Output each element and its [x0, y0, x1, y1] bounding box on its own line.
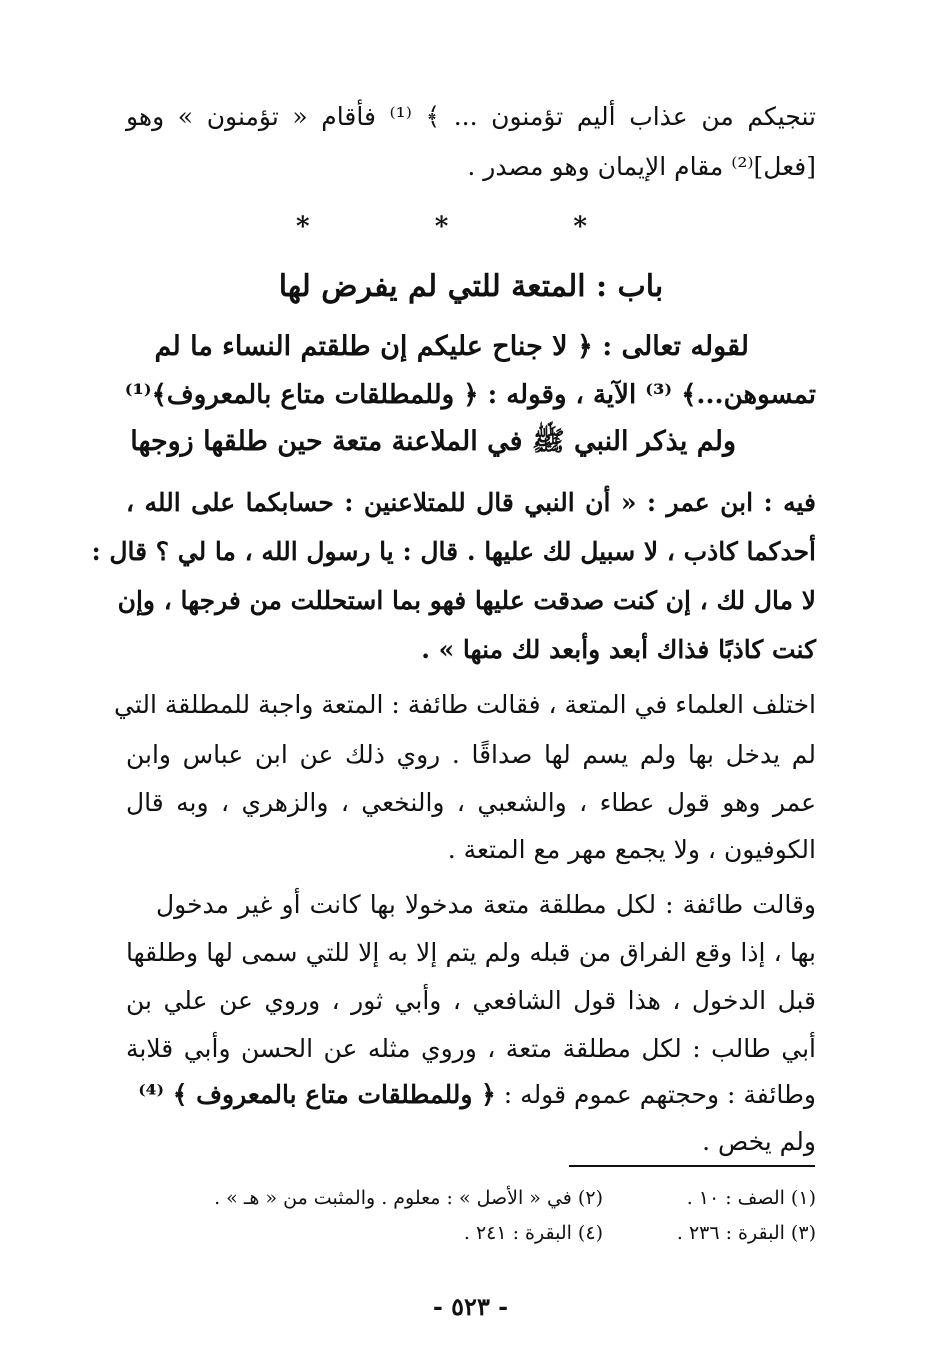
- para2-line-6: ولم يخص .: [702, 1127, 816, 1156]
- hadith-line-1: فيه : ابن عمر : « أن النبي قال للمتلاعنين : حسابكما على الله ،: [126, 488, 816, 517]
- footnote-divider: [569, 1165, 815, 1167]
- para1-line-4: الكوفيون ، ولا يجمع مهر مع المتعة .: [447, 835, 816, 864]
- para1-line-2: لم يدخل بها ولم يسم لها صداقًا . روي ذلك عن ابن عباس وابن: [126, 740, 816, 769]
- hadith-line-2: أحدكما كاذب ، لا سبيل لك عليها . قال : يا رسول الله ، ما لي ؟ قال :: [91, 537, 816, 566]
- para1-line-1: اختلف العلماء في المتعة ، فقالت طائفة : المتعة واجبة للمطلقة التي: [113, 690, 816, 719]
- hadith-line-3: لا مال لك ، إن كنت صدقت عليها فهو بما استحللت من فرجها ، وإن: [117, 586, 816, 615]
- para2-line-3: قبل الدخول ، هذا قول الشافعي ، وأبي ثور ، وروي عن علي بن: [126, 986, 816, 1015]
- chapter-title: باب : المتعة للتي لم يفرض لها: [278, 269, 664, 304]
- hadith-line-4: كنت كاذبًا فذاك أبعد وأبعد لك منها » .: [421, 635, 816, 664]
- chapter-heading-line-2: تمسوهن...﴾ ⁽³⁾ الآية ، وقوله : ﴿ وللمطلقات متاع بالمعروف﴾⁽¹⁾: [124, 380, 816, 410]
- intro-line-1: تنجيكم من عذاب أليم تؤمنون ... ﴾ ⁽¹⁾ فأقام « تؤمنون » وهو: [126, 102, 816, 131]
- footnote-3: (٣) البقرة : ٢٣٦ .: [676, 1222, 816, 1244]
- para2-line-1: وقالت طائفة : لكل مطلقة متعة مدخولا بها كانت أو غير مدخول: [156, 890, 816, 919]
- intro-line-2: [فعل]⁽²⁾ مقام الإيمان وهو مصدر .: [467, 152, 816, 181]
- para1-line-3: عمر وهو قول عطاء ، والشعبي ، والنخعي ، والزهري ، وبه قال: [126, 788, 816, 817]
- section-separator: * * *: [296, 212, 645, 242]
- footnote-4: (٤) البقرة : ٢٤١ .: [463, 1222, 603, 1244]
- chapter-heading-line-3: ولم يذكر النبي ﷺ في الملاعنة متعة حين طلقها زوجها: [130, 426, 736, 457]
- para2-line-4: أبي طالب : لكل مطلقة متعة ، وروي مثله عن الحسن وأبي قلابة: [126, 1034, 816, 1063]
- para2-line-5: [126, 1078, 816, 1112]
- para2-line-5-text: وطائفة : وحجتهم عموم قوله :: [495, 1080, 816, 1109]
- footnote-1: (١) الصف : ١٠ .: [686, 1187, 816, 1209]
- para2-line-2: بها ، إذا وقع الفراق من قبله ولم يتم إلا به إلا للتي سمى لها وطلقها: [126, 938, 816, 967]
- footnote-2: (٢) في « الأصل » : معلوم . والمثبت من « هـ » .: [214, 1187, 603, 1209]
- quran-quote: ﴿ وللمطلقات متاع بالمعروف ﴾ ⁽⁴⁾: [138, 1080, 496, 1109]
- page-number: - ٥٢٣ -: [432, 1292, 509, 1321]
- chapter-heading-line-1: لقوله تعالى : ﴿ لا جناح عليكم إن طلقتم النساء ما لم: [154, 331, 749, 362]
